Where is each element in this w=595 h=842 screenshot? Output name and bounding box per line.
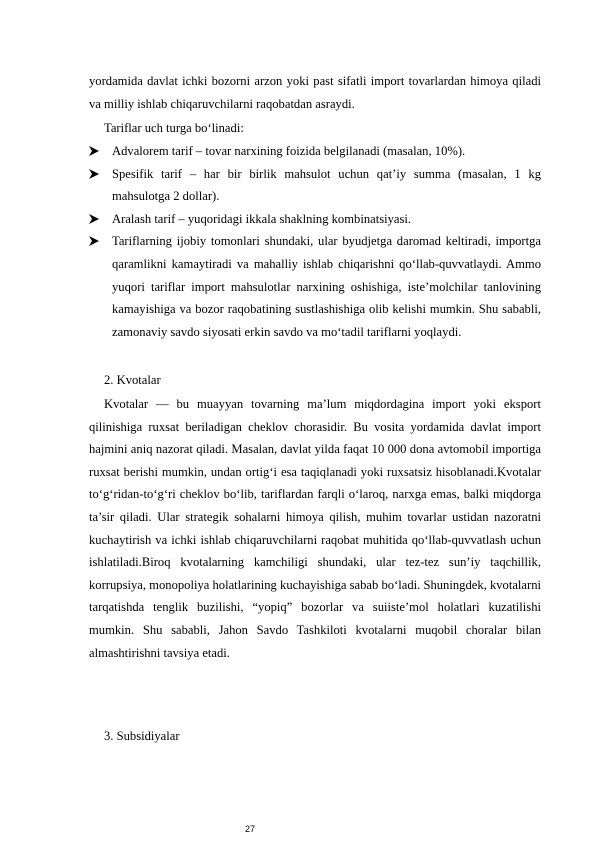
bullet-item <box>89 163 541 208</box>
arrowhead-bullet-icon <box>89 169 99 179</box>
bullet-text: Spesifik tarif – har bir birlik mahsulot uchun qat’iy summa (masalan, 1 kg mahsulotga 2 dollar). <box>112 166 541 204</box>
bullet-text: Aralash tarif – yuqoridagi ikkala shaklning kombinatsiyasi. <box>112 211 412 226</box>
intro-continuation-paragraph: yordamida davlat ichki bozorni arzon yoki past sifatli import tovarlardan himoya qiladi va milliy ishlab chiqaruvchilarni raqobatdan asraydi. <box>89 74 541 111</box>
section-3-heading: 3. Subsidiyalar <box>104 729 180 743</box>
section-2-heading: 2. Kvotalar <box>104 373 161 387</box>
page-number: 27 <box>245 824 256 834</box>
section-2-paragraph: Kvotalar — bu muayyan tovarning ma’lum miqdordagina import yoki eksport qilinishiga ruxsat beriladigan cheklov chorasidir. Bu vosita yordamida davlat import hajmini aniq nazorat qiladi. Masalan, davlat yilda faqat 10 000 dona avtomobil importiga ruxsat berishi mumkin, undan ortig‘i esa taqiqlanadi yoki ruxsatsiz hisoblanadi.Kvotalar to‘g‘ridan-to‘g‘ri cheklov bo‘lib, tariflardan farqli o‘laroq, narxga emas, balki miqdorga ta’sir qiladi. Ular strategik sohalarni himoya qilish, muhim tovarlar ustidan nazoratni kuchaytirish va ichki ishlab chiqaruvchilarni raqobat muhitida qo‘llab-quvvatlash uchun ishlatiladi.Biroq kvotalarning kamchiligi shundaki, ular tez-tez sun’iy taqchillik, korrupsiya, monopoliya holatlarining kuchayishiga sabab bo‘ladi. Shuningdek, kvotalarni tarqatishda tenglik buzilishi, “yopiq” bozorlar va suiiste’mol holatlari kuzatilishi mumkin. Shu sababli, Jahon Savdo Tashkiloti kvotalarni muqobil choralar bilan almashtirishni tavsiya etadi. <box>89 397 541 660</box>
arrowhead-bullet-icon <box>89 146 99 156</box>
bullet-item <box>89 230 541 343</box>
bullet-text: Tariflarning ijobiy tomonlari shundaki, ular byudjetga daromad keltiradi, importga qaramlikni kamaytiradi va mahalliy ishlab chiqarishni qo‘llab-quvvatlaydi. Ammo yuqori tariflar import mahsulotlar narxining oshishiga, iste’molchilar tanlovining kamayishiga va bozor raqobatining sustlashishiga olib kelishi mumkin. Shu sababli, zamonaviy savdo siyosati erkin savdo va mo‘tadil tariflarni yoqlaydi. <box>112 234 541 339</box>
arrowhead-bullet-icon <box>89 214 99 224</box>
bullet-text: Advalorem tarif – tovar narxining foizida belgilanadi (masalan, 10%). <box>112 144 466 158</box>
arrowhead-bullet-icon <box>89 236 99 246</box>
tariff-bullet-list <box>89 140 541 343</box>
bullet-item <box>89 140 541 163</box>
tariff-types-heading: Tariflar uch turga bo‘linadi: <box>104 121 244 135</box>
bullet-item <box>89 208 541 231</box>
